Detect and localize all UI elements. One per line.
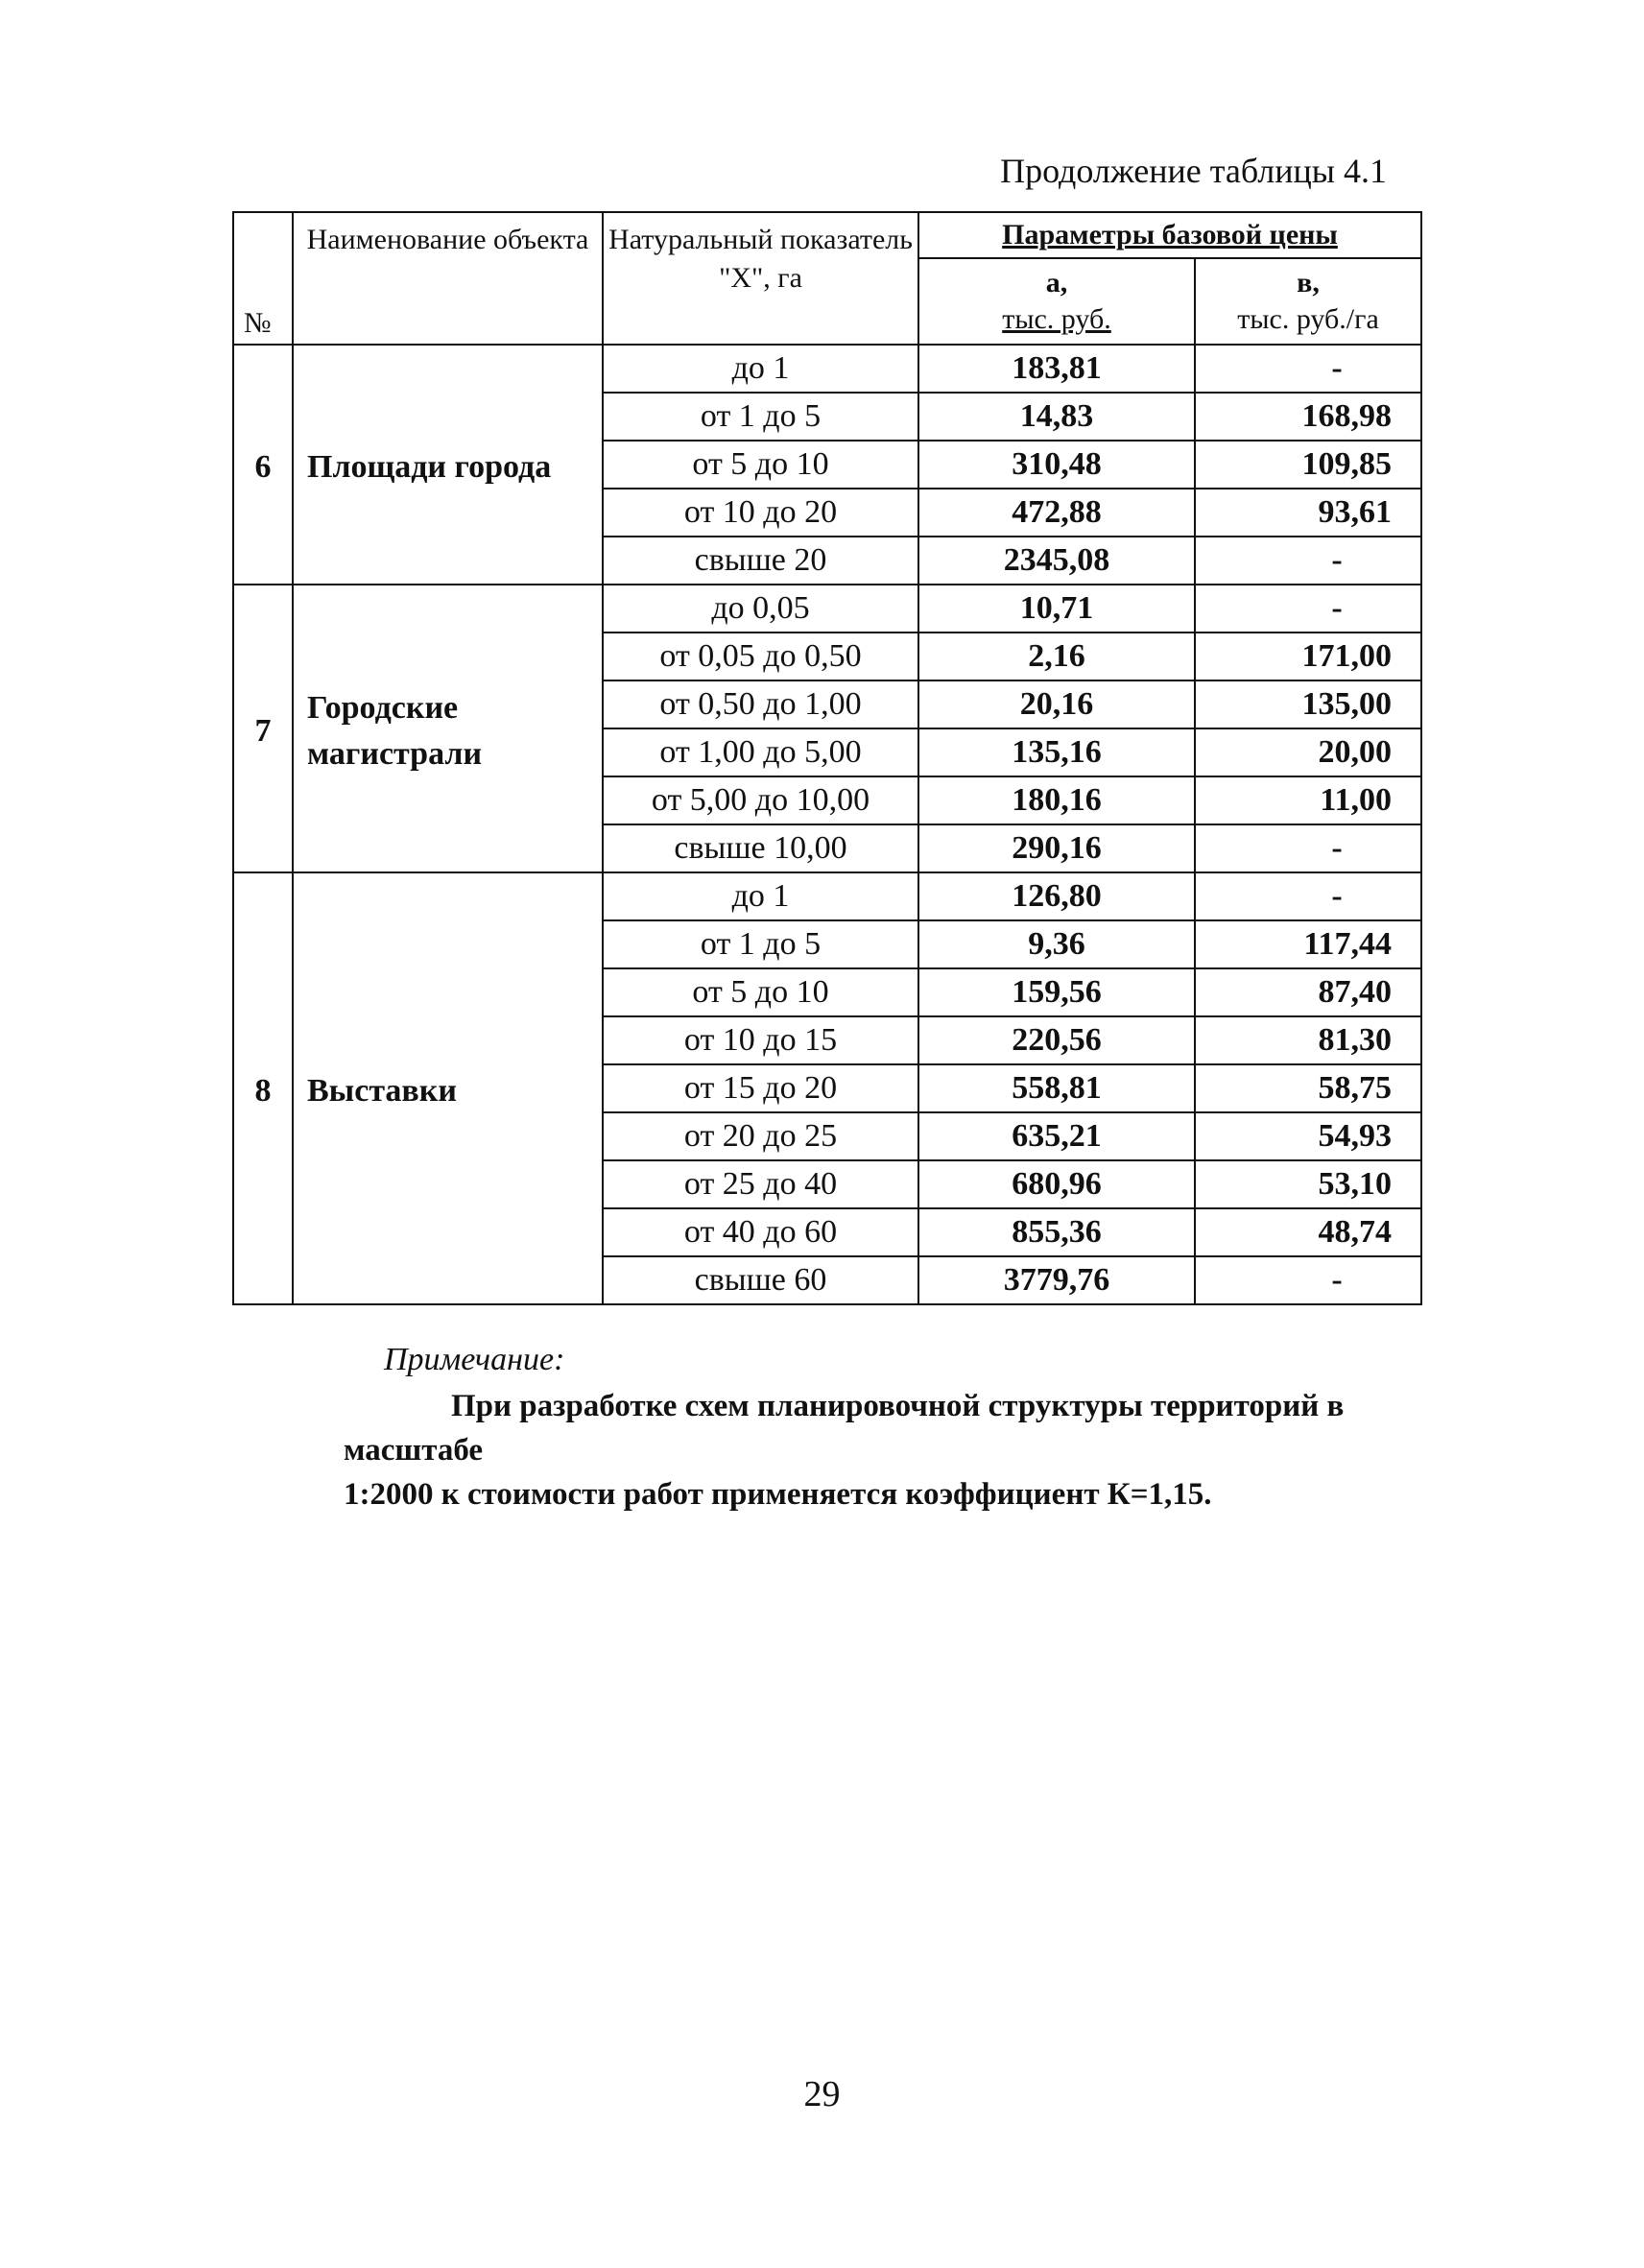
range-cell: до 1: [603, 345, 918, 393]
header-a-label: а,: [1045, 267, 1068, 298]
range-cell: от 1,00 до 5,00: [603, 728, 918, 776]
price-b-cell: 109,85: [1195, 441, 1421, 489]
table-row: [233, 345, 1421, 393]
price-a-cell: 2,16: [918, 633, 1195, 680]
price-b-cell: -: [1195, 537, 1421, 585]
page-number: 29: [803, 2074, 841, 2114]
price-a-cell: 635,21: [918, 1112, 1195, 1160]
price-a-cell: 3779,76: [918, 1256, 1195, 1304]
table-caption: Продолжение таблицы 4.1: [1000, 152, 1387, 190]
range-cell: от 10 до 20: [603, 489, 918, 537]
price-b-cell: -: [1195, 872, 1421, 920]
header-base-price-params: Параметры базовой цены: [918, 212, 1421, 258]
range-cell: до 0,05: [603, 585, 918, 633]
header-b-unit: тыс. руб./га: [1237, 303, 1379, 335]
note-text: [344, 1384, 1424, 1516]
range-cell: от 1 до 5: [603, 393, 918, 441]
range-cell: от 0,50 до 1,00: [603, 680, 918, 728]
price-a-cell: 183,81: [918, 345, 1195, 393]
price-b-cell: -: [1195, 1256, 1421, 1304]
range-cell: от 40 до 60: [603, 1208, 918, 1256]
price-a-cell: 2345,08: [918, 537, 1195, 585]
header-num: №: [233, 212, 293, 345]
header-a-unit: тыс. руб.: [1002, 303, 1111, 335]
header-b-label: в,: [1297, 267, 1320, 298]
range-cell: свыше 20: [603, 537, 918, 585]
price-a-cell: 855,36: [918, 1208, 1195, 1256]
object-name: Выставки: [293, 872, 603, 1304]
price-b-cell: 81,30: [1195, 1016, 1421, 1064]
header-natural-indicator: Натуральный показатель "X", га: [603, 212, 918, 345]
price-b-cell: -: [1195, 824, 1421, 872]
price-a-cell: 159,56: [918, 968, 1195, 1016]
range-cell: от 1 до 5: [603, 920, 918, 968]
price-b-cell: 171,00: [1195, 633, 1421, 680]
price-b-cell: 11,00: [1195, 776, 1421, 824]
range-cell: от 5,00 до 10,00: [603, 776, 918, 824]
price-b-cell: 168,98: [1195, 393, 1421, 441]
price-a-cell: 20,16: [918, 680, 1195, 728]
range-cell: от 5 до 10: [603, 441, 918, 489]
price-a-cell: 126,80: [918, 872, 1195, 920]
price-b-cell: -: [1195, 585, 1421, 633]
range-cell: свыше 60: [603, 1256, 918, 1304]
price-a-cell: 558,81: [918, 1064, 1195, 1112]
table-row: [233, 872, 1421, 920]
price-a-cell: 220,56: [918, 1016, 1195, 1064]
price-a-cell: 680,96: [918, 1160, 1195, 1208]
range-cell: от 10 до 15: [603, 1016, 918, 1064]
row-number: 7: [233, 585, 293, 872]
price-a-cell: 10,71: [918, 585, 1195, 633]
price-b-cell: 48,74: [1195, 1208, 1421, 1256]
price-b-cell: 135,00: [1195, 680, 1421, 728]
row-number: 6: [233, 345, 293, 585]
price-a-cell: 180,16: [918, 776, 1195, 824]
price-a-cell: 472,88: [918, 489, 1195, 537]
range-cell: от 0,05 до 0,50: [603, 633, 918, 680]
price-b-cell: 93,61: [1195, 489, 1421, 537]
price-b-cell: -: [1195, 345, 1421, 393]
range-cell: от 15 до 20: [603, 1064, 918, 1112]
note-title: Примечание:: [384, 1342, 565, 1377]
price-b-cell: 53,10: [1195, 1160, 1421, 1208]
table-row: [233, 585, 1421, 633]
table-body: [233, 345, 1421, 1304]
price-a-cell: 14,83: [918, 393, 1195, 441]
range-cell: от 20 до 25: [603, 1112, 918, 1160]
object-name: Площади города: [293, 345, 603, 585]
price-b-cell: 117,44: [1195, 920, 1421, 968]
row-number: 8: [233, 872, 293, 1304]
price-a-cell: 290,16: [918, 824, 1195, 872]
header-b: [1195, 258, 1421, 345]
price-a-cell: 9,36: [918, 920, 1195, 968]
header-object-name: Наименование объекта: [293, 212, 603, 345]
price-b-cell: 87,40: [1195, 968, 1421, 1016]
price-b-cell: 54,93: [1195, 1112, 1421, 1160]
note-line-2: 1:2000 к стоимости работ применяется коэффициент К=1,15.: [344, 1477, 1212, 1512]
note-line-1: При разработке схем планировочной структуры территорий в масштабе: [344, 1389, 1345, 1468]
price-a-cell: 310,48: [918, 441, 1195, 489]
range-cell: свыше 10,00: [603, 824, 918, 872]
range-cell: от 25 до 40: [603, 1160, 918, 1208]
object-name: Городские магистрали: [293, 585, 603, 872]
price-a-cell: 135,16: [918, 728, 1195, 776]
price-b-cell: 58,75: [1195, 1064, 1421, 1112]
price-b-cell: 20,00: [1195, 728, 1421, 776]
range-cell: до 1: [603, 872, 918, 920]
price-table: [232, 211, 1422, 1305]
header-a: [918, 258, 1195, 345]
range-cell: от 5 до 10: [603, 968, 918, 1016]
